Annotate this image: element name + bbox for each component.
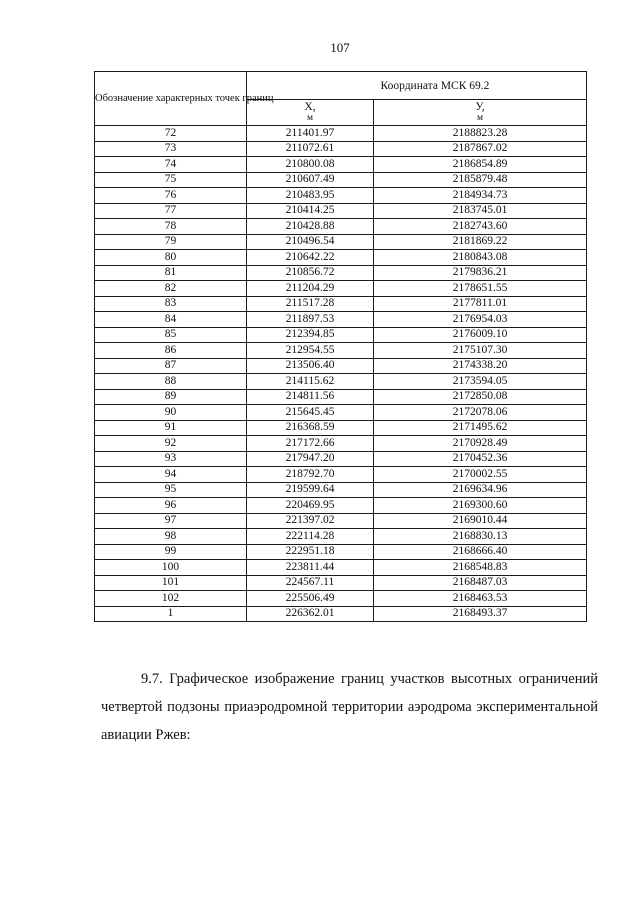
point-cell: 88 bbox=[95, 374, 247, 390]
y-coordinate-cell: 2185879.48 bbox=[374, 172, 587, 188]
table-row bbox=[95, 529, 587, 545]
table-row bbox=[95, 451, 587, 467]
y-coordinate-cell: 2170452.36 bbox=[374, 451, 587, 467]
point-cell: 74 bbox=[95, 157, 247, 173]
point-cell: 97 bbox=[95, 513, 247, 529]
y-coordinate-cell: 2186854.89 bbox=[374, 157, 587, 173]
y-coordinate-cell: 2187867.02 bbox=[374, 141, 587, 157]
point-cell: 77 bbox=[95, 203, 247, 219]
x-coordinate-cell: 220469.95 bbox=[247, 498, 374, 514]
y-coordinate-cell: 2168487.03 bbox=[374, 575, 587, 591]
y-coordinate-cell: 2176009.10 bbox=[374, 327, 587, 343]
x-coordinate-cell: 210428.88 bbox=[247, 219, 374, 235]
point-cell: 101 bbox=[95, 575, 247, 591]
point-cell: 1 bbox=[95, 606, 247, 622]
x-coordinate-cell: 211517.28 bbox=[247, 296, 374, 312]
x-coordinate-cell: 218792.70 bbox=[247, 467, 374, 483]
table-row bbox=[95, 436, 587, 452]
page-number: 107 bbox=[330, 40, 350, 55]
point-cell: 98 bbox=[95, 529, 247, 545]
x-coordinate-cell: 219599.64 bbox=[247, 482, 374, 498]
table-row bbox=[95, 157, 587, 173]
point-cell: 96 bbox=[95, 498, 247, 514]
x-coordinate-cell: 224567.11 bbox=[247, 575, 374, 591]
y-coordinate-cell: 2175107.30 bbox=[374, 343, 587, 359]
table-row bbox=[95, 498, 587, 514]
x-coordinate-cell: 213506.40 bbox=[247, 358, 374, 374]
table-row bbox=[95, 405, 587, 421]
y-coordinate-cell: 2181869.22 bbox=[374, 234, 587, 250]
x-coordinate-cell: 212954.55 bbox=[247, 343, 374, 359]
y-coordinate-cell: 2169010.44 bbox=[374, 513, 587, 529]
table-row bbox=[95, 343, 587, 359]
y-coordinate-cell: 2169634.96 bbox=[374, 482, 587, 498]
y-coordinate-cell: 2173594.05 bbox=[374, 374, 587, 390]
y-coordinate-cell: 2168666.40 bbox=[374, 544, 587, 560]
x-coordinate-cell: 216368.59 bbox=[247, 420, 374, 436]
y-coordinate-cell: 2172078.06 bbox=[374, 405, 587, 421]
table-row bbox=[95, 203, 587, 219]
x-coordinate-cell: 211401.97 bbox=[247, 126, 374, 142]
point-cell: 82 bbox=[95, 281, 247, 297]
table-row bbox=[95, 389, 587, 405]
x-coordinate-cell: 215645.45 bbox=[247, 405, 374, 421]
y-coordinate-cell: 2169300.60 bbox=[374, 498, 587, 514]
header-y-label: У, bbox=[475, 100, 485, 113]
y-coordinate-cell: 2174338.20 bbox=[374, 358, 587, 374]
table-row bbox=[95, 606, 587, 622]
table-row bbox=[95, 560, 587, 576]
x-coordinate-cell: 211897.53 bbox=[247, 312, 374, 328]
y-coordinate-cell: 2180843.08 bbox=[374, 250, 587, 266]
y-coordinate-cell: 2171495.62 bbox=[374, 420, 587, 436]
x-coordinate-cell: 222114.28 bbox=[247, 529, 374, 545]
point-cell: 81 bbox=[95, 265, 247, 281]
point-cell: 73 bbox=[95, 141, 247, 157]
x-coordinate-cell: 210483.95 bbox=[247, 188, 374, 204]
point-cell: 94 bbox=[95, 467, 247, 483]
header-coordinate-label: Координата МСК 69.2 bbox=[380, 79, 490, 92]
point-cell: 75 bbox=[95, 172, 247, 188]
table-row bbox=[95, 420, 587, 436]
table-row bbox=[95, 544, 587, 560]
y-coordinate-cell: 2168493.37 bbox=[374, 606, 587, 622]
point-cell: 92 bbox=[95, 436, 247, 452]
x-coordinate-cell: 210642.22 bbox=[247, 250, 374, 266]
y-coordinate-cell: 2178651.55 bbox=[374, 281, 587, 297]
x-coordinate-cell: 210607.49 bbox=[247, 172, 374, 188]
point-cell: 86 bbox=[95, 343, 247, 359]
x-coordinate-cell: 210800.08 bbox=[247, 157, 374, 173]
table-row bbox=[95, 575, 587, 591]
point-cell: 102 bbox=[95, 591, 247, 607]
table-row bbox=[95, 591, 587, 607]
y-coordinate-cell: 2172850.08 bbox=[374, 389, 587, 405]
y-coordinate-cell: 2168548.83 bbox=[374, 560, 587, 576]
y-coordinate-cell: 2182743.60 bbox=[374, 219, 587, 235]
point-cell: 90 bbox=[95, 405, 247, 421]
point-cell: 87 bbox=[95, 358, 247, 374]
table-row bbox=[95, 219, 587, 235]
x-coordinate-cell: 211072.61 bbox=[247, 141, 374, 157]
table-row bbox=[95, 188, 587, 204]
header-x-unit: м bbox=[306, 112, 313, 123]
caption-text: 9.7. Графическое изображение границ участков высотных ограничений четвертой подзоны приаэродромной территории аэродрома экспериментальной авиации Ржев: bbox=[101, 671, 598, 743]
table-header bbox=[95, 72, 587, 126]
x-coordinate-cell: 214115.62 bbox=[247, 374, 374, 390]
point-cell: 76 bbox=[95, 188, 247, 204]
section-caption bbox=[101, 665, 598, 749]
table-row bbox=[95, 358, 587, 374]
table-row bbox=[95, 374, 587, 390]
x-coordinate-cell: 221397.02 bbox=[247, 513, 374, 529]
table-row bbox=[95, 141, 587, 157]
table-row bbox=[95, 281, 587, 297]
header-y-unit: м bbox=[476, 112, 483, 123]
point-cell: 85 bbox=[95, 327, 247, 343]
header-x-label: X, bbox=[304, 100, 316, 113]
point-cell: 80 bbox=[95, 250, 247, 266]
point-cell: 99 bbox=[95, 544, 247, 560]
x-coordinate-cell: 226362.01 bbox=[247, 606, 374, 622]
point-cell: 89 bbox=[95, 389, 247, 405]
x-coordinate-cell: 211204.29 bbox=[247, 281, 374, 297]
x-coordinate-cell: 210414.25 bbox=[247, 203, 374, 219]
x-coordinate-cell: 222951.18 bbox=[247, 544, 374, 560]
table-row bbox=[95, 467, 587, 483]
x-coordinate-cell: 217172.66 bbox=[247, 436, 374, 452]
table-row bbox=[95, 513, 587, 529]
y-coordinate-cell: 2168463.53 bbox=[374, 591, 587, 607]
point-cell: 83 bbox=[95, 296, 247, 312]
y-coordinate-cell: 2177811.01 bbox=[374, 296, 587, 312]
point-cell: 93 bbox=[95, 451, 247, 467]
y-coordinate-cell: 2183745.01 bbox=[374, 203, 587, 219]
table-row bbox=[95, 172, 587, 188]
y-coordinate-cell: 2170928.49 bbox=[374, 436, 587, 452]
x-coordinate-cell: 225506.49 bbox=[247, 591, 374, 607]
point-cell: 84 bbox=[95, 312, 247, 328]
y-coordinate-cell: 2179836.21 bbox=[374, 265, 587, 281]
point-cell: 95 bbox=[95, 482, 247, 498]
table-row bbox=[95, 327, 587, 343]
point-cell: 91 bbox=[95, 420, 247, 436]
header-point-designation: Обозначение характерных точек границ bbox=[95, 72, 247, 126]
table-row bbox=[95, 265, 587, 281]
coordinates-table bbox=[94, 71, 587, 622]
table-row bbox=[95, 234, 587, 250]
y-coordinate-cell: 2176954.03 bbox=[374, 312, 587, 328]
x-coordinate-cell: 217947.20 bbox=[247, 451, 374, 467]
y-coordinate-cell: 2184934.73 bbox=[374, 188, 587, 204]
x-coordinate-cell: 214811.56 bbox=[247, 389, 374, 405]
table-row bbox=[95, 126, 587, 142]
point-cell: 100 bbox=[95, 560, 247, 576]
point-cell: 72 bbox=[95, 126, 247, 142]
x-coordinate-cell: 210856.72 bbox=[247, 265, 374, 281]
y-coordinate-cell: 2170002.55 bbox=[374, 467, 587, 483]
point-cell: 79 bbox=[95, 234, 247, 250]
y-coordinate-cell: 2188823.28 bbox=[374, 126, 587, 142]
table-row bbox=[95, 296, 587, 312]
point-cell: 78 bbox=[95, 219, 247, 235]
header-coordinate-system bbox=[247, 72, 587, 100]
x-coordinate-cell: 210496.54 bbox=[247, 234, 374, 250]
y-coordinate-cell: 2168830.13 bbox=[374, 529, 587, 545]
table-row bbox=[95, 250, 587, 266]
table-body bbox=[95, 126, 587, 622]
table-row bbox=[95, 312, 587, 328]
table-row bbox=[95, 482, 587, 498]
x-coordinate-cell: 223811.44 bbox=[247, 560, 374, 576]
header-y bbox=[374, 100, 587, 126]
x-coordinate-cell: 212394.85 bbox=[247, 327, 374, 343]
